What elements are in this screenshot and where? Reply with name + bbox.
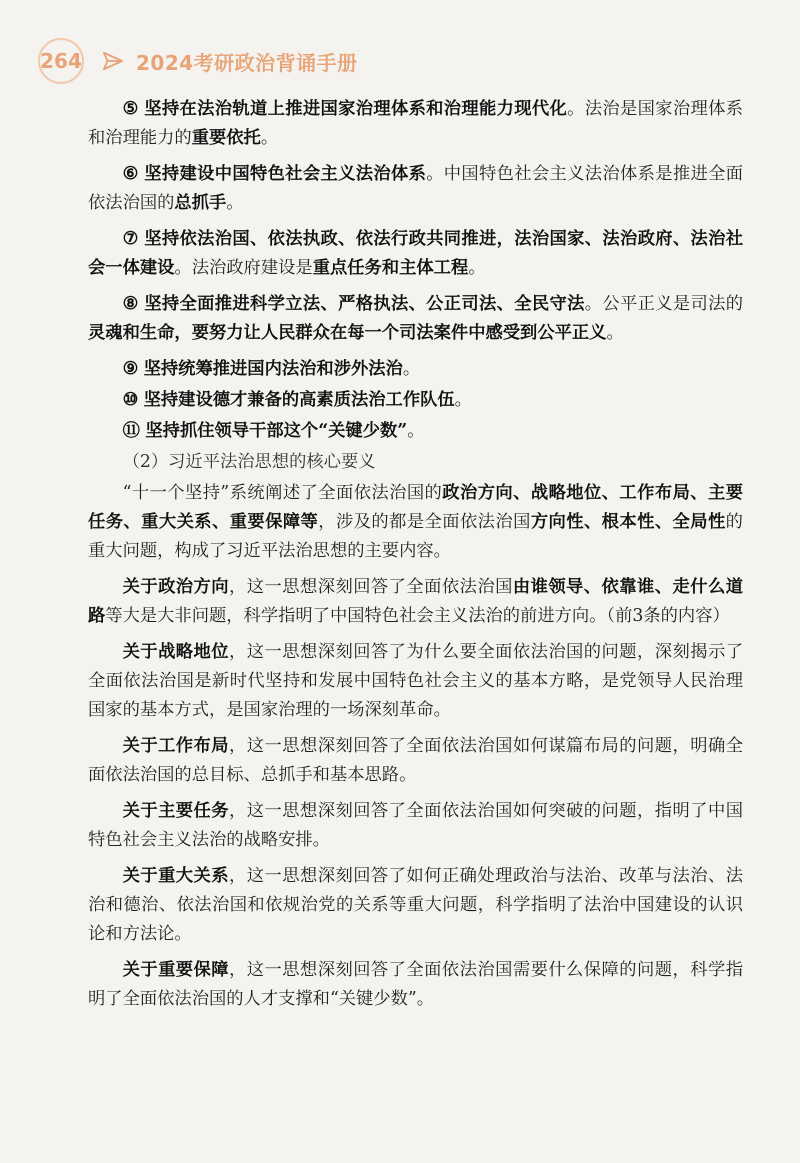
point-text: 。中国特色社会主义法治体系是推进全面依法治国的 — [88, 164, 743, 213]
point-number: ⑩ — [122, 390, 139, 410]
point-heading: 坚持统筹推进国内法治和涉外法治 — [143, 359, 403, 379]
paragraph-lead: 关于主要任务 — [122, 801, 230, 821]
paragraph-lead: 关于工作布局 — [122, 736, 230, 756]
point-emphasis: 总抓手 — [174, 193, 227, 213]
point-text-end: 。 — [468, 258, 486, 278]
paragraph-lead: 关于重大关系 — [122, 866, 230, 886]
paragraph-text: 等大是大非问题，科学指明了中国特色社会主义法治的前进方向。（前3条的内容） — [105, 606, 730, 626]
point-text: 。 — [454, 390, 472, 410]
page-header — [38, 36, 358, 86]
point-number: ⑪ — [122, 421, 140, 441]
main-tasks-paragraph — [88, 797, 743, 855]
section-heading: （2）习近平法治思想的核心要义 — [122, 452, 376, 472]
point-text: 。 — [407, 421, 425, 441]
point-8 — [88, 290, 743, 348]
point-number: ⑨ — [122, 359, 139, 379]
intro-paragraph — [88, 479, 743, 566]
point-number: ⑧ — [122, 294, 139, 314]
paragraph-text: ，这一思想深刻回答了为什么要全面依法治国的问题，深刻揭示了全面依法治国是新时代坚持和发展中国特色社会主义的基本方略，是党领导人民治理国家的基本方式，是国家治理的一场深刻革命。 — [88, 642, 743, 720]
main-text — [88, 95, 743, 1021]
point-text: 。公平正义是司法的 — [584, 294, 743, 314]
major-relations-paragraph — [88, 862, 743, 949]
point-text-end: 。 — [226, 193, 244, 213]
intro-emphasis: 政治方向、战略地位、工作布局、主要任务、重大关系、重要保障等 — [88, 483, 743, 532]
paragraph-text: ，这一思想深刻回答了全面依法治国需要什么保障的问题，科学指明了全面依法治国的人才支撑和“关键少数”。 — [88, 960, 743, 1009]
point-number: ⑥ — [122, 164, 139, 184]
important-guarantee-paragraph — [88, 956, 743, 1014]
point-7 — [88, 225, 743, 283]
point-heading: 坚持在法治轨道上推进国家治理体系和治理能力现代化 — [144, 99, 568, 119]
point-heading: 坚持依法治国、依法执政、依法行政共同推进，法治国家、法治政府、法治社会一体建设 — [88, 229, 743, 278]
strategic-position-paragraph — [88, 638, 743, 725]
point-emphasis: 重点任务和主体工程 — [312, 258, 469, 278]
point-emphasis: 灵魂和生命，要努力让人民群众在每一个司法案件中感受到公平正义 — [88, 323, 607, 343]
intro-emphasis: 方向性、根本性、全局性 — [530, 512, 726, 532]
point-heading: 坚持建设中国特色社会主义法治体系 — [144, 164, 427, 184]
point-text-end: 。 — [606, 323, 624, 343]
political-direction-paragraph — [88, 573, 743, 631]
paragraph-text: ，这一思想深刻回答了如何正确处理政治与法治、改革与法治、法治和德治、依法治国和依规治党的关系等重大问题，科学指明了法治中国建设的认识论和方法论。 — [88, 866, 743, 944]
paragraph-text: ，这一思想深刻回答了全面依法治国如何谋篇布局的问题，明确全面依法治国的总目标、总抓手和基本思路。 — [88, 736, 743, 785]
work-layout-paragraph — [88, 732, 743, 790]
intro-text: ，涉及的都是全面依法治国 — [318, 512, 531, 532]
intro-text: 的重大问题，构成了习近平法治思想的主要内容。 — [88, 512, 743, 561]
point-11 — [88, 417, 743, 446]
paragraph-lead: 关于战略地位 — [122, 642, 230, 662]
point-9 — [88, 355, 743, 384]
point-heading: 坚持全面推进科学立法、严格执法、公正司法、全民守法 — [144, 294, 585, 314]
point-text: 。 — [402, 359, 421, 379]
point-6 — [88, 160, 743, 218]
paragraph-lead: 关于政治方向 — [122, 577, 230, 597]
point-5 — [88, 95, 743, 153]
point-number: ⑤ — [122, 99, 139, 119]
paper-plane-icon — [102, 50, 124, 72]
paragraph-text: ，这一思想深刻回答了全面依法治国如何突破的问题，指明了中国特色社会主义法治的战略安排。 — [88, 801, 743, 850]
paragraph-text: ，这一思想深刻回答了全面依法治国 — [229, 577, 513, 597]
page-number — [38, 38, 84, 84]
point-text: 。法治政府建设是 — [174, 258, 313, 278]
point-heading: 坚持抓住领导干部这个“关键少数” — [145, 421, 408, 441]
point-number: ⑦ — [122, 229, 139, 249]
book-title: 2024考研政治背诵手册 — [136, 50, 358, 75]
paragraph-lead: 关于重要保障 — [122, 960, 230, 980]
page-number-text: 264 — [40, 49, 82, 73]
point-emphasis: 重要依托 — [191, 128, 261, 148]
point-10 — [88, 386, 743, 415]
paragraph-emphasis: 由谁领导、依靠谁、走什么道路 — [88, 577, 743, 626]
point-text-end: 。 — [260, 128, 279, 148]
point-heading: 坚持建设德才兼备的高素质法治工作队伍 — [143, 390, 455, 410]
point-text: 。法治是国家治理体系和治理能力的 — [88, 99, 743, 148]
intro-text: “十一个坚持”系统阐述了全面依法治国的 — [122, 483, 443, 503]
